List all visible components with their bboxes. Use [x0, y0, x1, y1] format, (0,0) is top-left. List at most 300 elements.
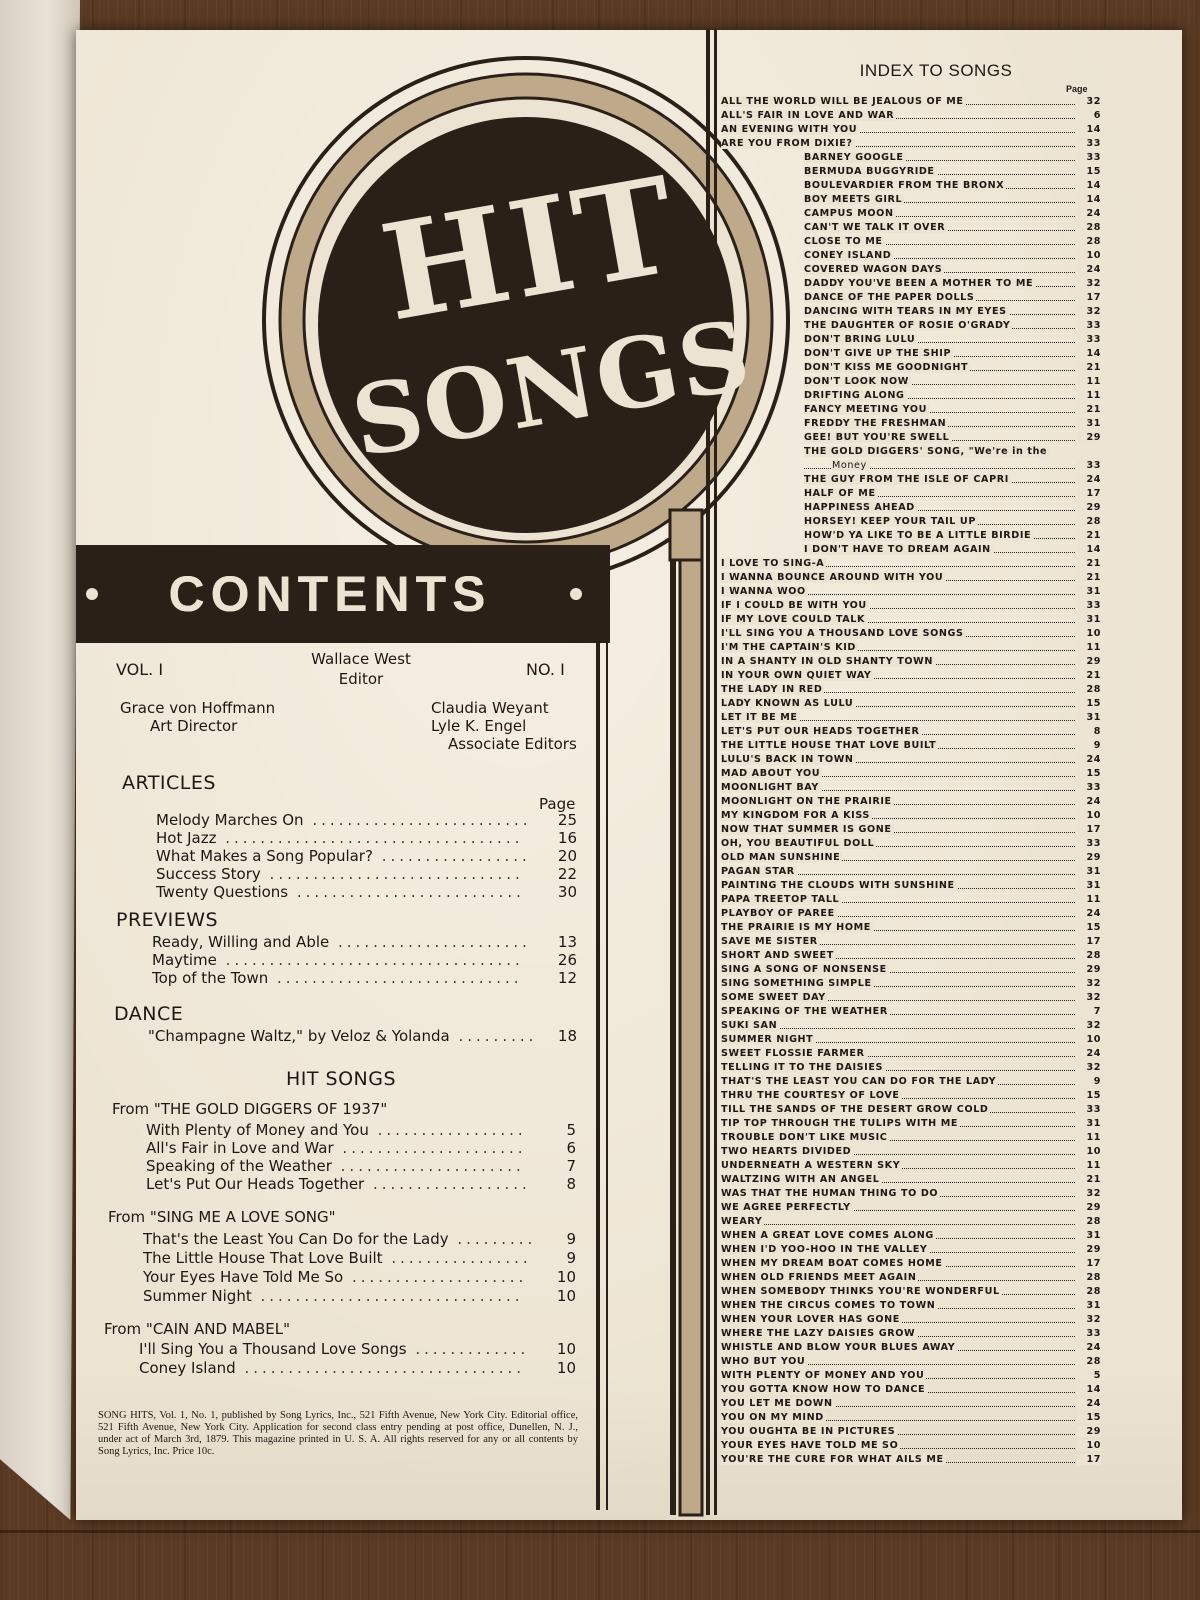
contents-entry	[146, 1121, 527, 1139]
index-entry-page: 33	[1077, 838, 1101, 849]
index-entry	[721, 124, 1101, 136]
index-entry-title: WHERE THE LAZY DAISIES GROW	[721, 1328, 916, 1339]
index-entry-page: 15	[1077, 698, 1101, 709]
associate-editor-2: Lyle K. Engel	[431, 717, 527, 735]
index-entry-page: 14	[1077, 1384, 1101, 1395]
contents-entry-page: 5	[566, 1121, 576, 1139]
contents-entry-page: 10	[556, 1359, 576, 1377]
index-entry-page: 6	[1077, 110, 1101, 121]
index-entry-page: 15	[1077, 166, 1101, 177]
index-entry-page: 15	[1077, 768, 1101, 779]
index-entry	[721, 1454, 1101, 1466]
index-entry-title: YOU ON MY MIND	[721, 1412, 824, 1423]
index-entry	[721, 754, 1101, 766]
index-entry	[804, 208, 1101, 220]
index-entry-title: CAN'T WE TALK IT OVER	[804, 222, 946, 233]
contents-entry-title: Summer Night	[143, 1287, 252, 1305]
contents-entry-title: Ready, Willing and Able	[152, 933, 330, 951]
leader-dots: .............................	[260, 865, 524, 883]
index-leader	[721, 1224, 1075, 1225]
index-entry-page: 31	[1077, 1118, 1101, 1129]
index-entry	[804, 180, 1101, 192]
index-entry-title: YOU GOTTA KNOW HOW TO DANCE	[721, 1384, 926, 1395]
group2-heading: From "SING ME A LOVE SONG"	[108, 1208, 336, 1226]
index-entry-page: 11	[1077, 642, 1101, 653]
index-entry-title: DON'T KISS ME GOODNIGHT	[804, 362, 969, 373]
index-title: INDEX TO SONGS	[859, 61, 1013, 80]
contents-entry-page: 13	[557, 933, 577, 951]
index-entry-page: 17	[1077, 488, 1101, 499]
contents-entry-page: 22	[557, 865, 577, 883]
index-entry-title: MY KINGDOM FOR A KISS	[721, 810, 870, 821]
index-entry-page: 10	[1077, 1440, 1101, 1451]
previous-page-edge	[0, 0, 80, 1520]
index-entry-title: WALTZING WITH AN ANGEL	[721, 1174, 880, 1185]
contents-entry-page: 9	[566, 1230, 576, 1248]
index-entry	[721, 810, 1101, 822]
index-entry-title: SPEAKING OF THE WEATHER	[721, 1006, 888, 1017]
index-entry	[721, 1440, 1101, 1452]
index-entry-title: CLOSE TO ME	[804, 236, 883, 247]
index-entry	[721, 1202, 1101, 1214]
index-entry-page: 21	[1077, 1174, 1101, 1185]
index-entry-page: 10	[1077, 1146, 1101, 1157]
contents-entry-page: 10	[556, 1268, 576, 1286]
banner-dot-left	[86, 588, 98, 600]
index-entry	[721, 558, 1101, 570]
index-entry	[721, 782, 1101, 794]
articles-heading: ARTICLES	[122, 772, 216, 794]
index-entry-title: AN EVENING WITH YOU	[721, 124, 858, 135]
masthead-songs: SONGS	[344, 297, 760, 480]
index-entry-title: TIP TOP THROUGH THE TULIPS WITH ME	[721, 1118, 959, 1129]
index-entry	[804, 334, 1101, 346]
index-entry-title: SUMMER NIGHT	[721, 1034, 814, 1045]
index-entry-page: 29	[1077, 656, 1101, 667]
index-entry-title: WHEN I'D YOO-HOO IN THE VALLEY	[721, 1244, 928, 1255]
index-entry	[721, 1300, 1101, 1312]
index-entry	[721, 992, 1101, 1004]
contents-entry-title: Your Eyes Have Told Me So	[143, 1268, 344, 1286]
contents-entry-page: 10	[556, 1287, 576, 1305]
index-entry	[721, 824, 1101, 836]
index-entry	[804, 404, 1101, 416]
contents-entry-title: Success Story	[156, 865, 261, 883]
index-entry-title: WHEN YOUR LOVER HAS GONE	[721, 1314, 900, 1325]
index-entry	[721, 656, 1101, 668]
index-entry-title: I'M THE CAPTAIN'S KID	[721, 642, 856, 653]
contents-entry	[146, 1139, 527, 1157]
index-entry-page: 10	[1077, 250, 1101, 261]
contents-entry	[143, 1287, 524, 1305]
leader-dots: ..................................	[216, 951, 524, 969]
index-entry-title: TROUBLE DON'T LIKE MUSIC	[721, 1132, 888, 1143]
index-entry-page: 32	[1077, 96, 1101, 107]
index-entry-page: 24	[1077, 754, 1101, 765]
index-entry-title: ALL THE WORLD WILL BE JEALOUS OF ME	[721, 96, 964, 107]
index-entry-page: 21	[1077, 362, 1101, 373]
index-entry-title: BARNEY GOOGLE	[804, 152, 904, 163]
contents-entry-page: 10	[556, 1340, 576, 1358]
contents-entry	[139, 1340, 529, 1358]
leader-dots: .....................	[331, 1157, 525, 1175]
index-entry	[721, 1258, 1101, 1270]
contents-entry	[152, 951, 524, 969]
index-entry	[721, 768, 1101, 780]
index-entry-title: YOU OUGHTA BE IN PICTURES	[721, 1426, 896, 1437]
leader-dots: ..........................	[288, 883, 525, 901]
contents-entry-title: Let's Put Our Heads Together	[146, 1175, 365, 1193]
contents-entry	[146, 1175, 531, 1193]
index-entry-title: DANCE OF THE PAPER DOLLS	[804, 292, 975, 303]
index-entry	[804, 488, 1101, 500]
banner-dot-right	[570, 588, 582, 600]
index-entry-title: HALF OF ME	[804, 488, 876, 499]
index-entry-page: 14	[1077, 194, 1101, 205]
index-entry	[804, 292, 1101, 304]
index-entry-page: 32	[1077, 278, 1101, 289]
index-entry-page: 28	[1077, 1272, 1101, 1283]
index-entry	[721, 614, 1101, 626]
contents-entry-title: I'll Sing You a Thousand Love Songs	[139, 1340, 407, 1358]
index-entry	[721, 1272, 1101, 1284]
index-entry	[804, 516, 1101, 528]
index-entry-page: 24	[1077, 1398, 1101, 1409]
index-entry	[721, 726, 1101, 738]
table-seam	[0, 1530, 1200, 1533]
contents-entry-page: 30	[557, 883, 577, 901]
index-entry-title: OLD MAN SUNSHINE	[721, 852, 841, 863]
index-entry-page: 9	[1077, 1076, 1101, 1087]
index-entry-title: MOONLIGHT ON THE PRAIRIE	[721, 796, 892, 807]
index-entry	[721, 1132, 1101, 1144]
index-entry-title: UNDERNEATH A WESTERN SKY	[721, 1160, 901, 1171]
group1-heading: From "THE GOLD DIGGERS OF 1937"	[112, 1100, 388, 1118]
index-entry-page: 17	[1077, 1454, 1101, 1465]
index-entry-title: DRIFTING ALONG	[804, 390, 905, 401]
index-entry	[721, 1412, 1101, 1424]
index-entry	[721, 110, 1101, 122]
index-entry-page: 28	[1077, 516, 1101, 527]
contents-entry	[156, 829, 523, 847]
index-entry-title: FREDDY THE FRESHMAN	[804, 418, 947, 429]
index-entry-title: THE LITTLE HOUSE THAT LOVE BUILT	[721, 740, 937, 751]
index-entry-page: 24	[1077, 208, 1101, 219]
index-entry-page: 33	[1077, 138, 1101, 149]
index-entry-page: 28	[1077, 1286, 1101, 1297]
index-entry-title: BOY MEETS GIRL	[804, 194, 903, 205]
index-entry-title: PLAYBOY OF PAREE	[721, 908, 835, 919]
contents-entry-page: 7	[566, 1157, 576, 1175]
contents-entry-page: 18	[557, 1027, 577, 1045]
index-entry-page: 24	[1077, 474, 1101, 485]
contents-entry-title: Speaking of the Weather	[146, 1157, 332, 1175]
index-entry-page: 32	[1077, 1188, 1101, 1199]
editor-name: Wallace West	[311, 650, 411, 668]
index-entry	[721, 600, 1101, 612]
contents-entry-title: With Plenty of Money and You	[146, 1121, 369, 1139]
index-entry-page: 10	[1077, 1034, 1101, 1045]
leader-dots: .................	[368, 1121, 527, 1139]
contents-entry	[148, 1027, 537, 1045]
index-entry	[721, 1328, 1101, 1340]
index-entry-page: 21	[1077, 404, 1101, 415]
contents-entry	[156, 847, 531, 865]
contents-entry-page: 6	[566, 1139, 576, 1157]
leader-dots: ......................	[329, 933, 531, 951]
index-entry-title: WHISTLE AND BLOW YOUR BLUES AWAY	[721, 1342, 956, 1353]
magazine-page	[76, 30, 1182, 1520]
index-entry-page: 11	[1077, 1132, 1101, 1143]
index-entry-title: WHO BUT YOU	[721, 1356, 806, 1367]
contents-entry-title: Melody Marches On	[156, 811, 304, 829]
index-entry-page: 17	[1077, 1258, 1101, 1269]
index-entry-page: 29	[1077, 1426, 1101, 1437]
index-entry-title: THE LADY IN RED	[721, 684, 823, 695]
index-entry-title: IN YOUR OWN QUIET WAY	[721, 670, 872, 681]
index-entry-title: HAPPINESS AHEAD	[804, 502, 915, 513]
index-entry-title: THAT'S THE LEAST YOU CAN DO FOR THE LADY	[721, 1076, 997, 1087]
index-entry-page: 32	[1077, 1020, 1101, 1031]
index-entry-page: 21	[1077, 670, 1101, 681]
index-entry	[721, 1090, 1101, 1102]
index-page-label: Page	[1066, 84, 1088, 94]
index-entry-title: COVERED WAGON DAYS	[804, 264, 943, 275]
index-entry-page: 21	[1077, 558, 1101, 569]
leader-dots: ..................................	[216, 829, 524, 847]
leader-dots: .........	[449, 1027, 538, 1045]
index-entry-page: 14	[1077, 544, 1101, 555]
index-entry-page: 28	[1077, 1356, 1101, 1367]
index-entry	[721, 936, 1101, 948]
index-entry-title: I LOVE TO SING-A	[721, 558, 825, 569]
leader-dots: ............................	[268, 969, 523, 987]
leader-dots: .........................	[303, 811, 532, 829]
index-entry	[721, 1188, 1101, 1200]
index-entry-page: 32	[1077, 1062, 1101, 1073]
previews-heading: PREVIEWS	[116, 909, 219, 931]
index-entry-title: ARE YOU FROM DIXIE?	[721, 138, 853, 149]
contents-entry-page: 20	[557, 847, 577, 865]
index-entry-title: THE PRAIRIE IS MY HOME	[721, 922, 871, 933]
index-entry-page: 10	[1077, 628, 1101, 639]
contents-entry-page: 9	[566, 1249, 576, 1267]
index-entry	[804, 222, 1101, 234]
index-entry-page: 11	[1077, 376, 1101, 387]
index-entry	[721, 1062, 1101, 1074]
index-entry	[721, 838, 1101, 850]
index-entry	[804, 264, 1101, 276]
contents-entry-title: The Little House That Love Built	[143, 1249, 383, 1267]
leader-dots: ..............................	[251, 1287, 524, 1305]
index-entry-title: SING A SONG OF NONSENSE	[721, 964, 887, 975]
index-entry	[721, 1314, 1101, 1326]
index-entry	[804, 544, 1101, 556]
index-entry-page: 33	[1077, 1328, 1101, 1339]
contents-entry-title: Twenty Questions	[156, 883, 289, 901]
index-entry-title: WHEN OLD FRIENDS MEET AGAIN	[721, 1272, 917, 1283]
index-entry	[721, 1034, 1101, 1046]
index-entry-title: WHEN THE CIRCUS COMES TO TOWN	[721, 1300, 936, 1311]
index-entry-page: 29	[1077, 432, 1101, 443]
index-entry-title: SUKI SAN	[721, 1020, 778, 1031]
index-entry	[804, 530, 1101, 542]
index-entry-title: DON'T LOOK NOW	[804, 376, 909, 387]
index-entry	[804, 250, 1101, 262]
leader-dots: .............	[406, 1340, 530, 1358]
contents-entry	[156, 883, 525, 901]
index-entry	[721, 908, 1101, 920]
index-entry	[804, 278, 1101, 290]
index-entry-page: 28	[1077, 1216, 1101, 1227]
associate-editor-1: Claudia Weyant	[431, 699, 549, 717]
index-entry-title: IF MY LOVE COULD TALK	[721, 614, 866, 625]
index-entry-title: SWEET FLOSSIE FARMER	[721, 1048, 865, 1059]
index-entry	[721, 740, 1101, 752]
index-entry-title: LADY KNOWN AS LULU	[721, 698, 854, 709]
index-entry-title: SHORT AND SWEET	[721, 950, 834, 961]
index-entry	[804, 432, 1101, 444]
index-entry-title: CONEY ISLAND	[804, 250, 892, 261]
index-entry-title: I WANNA BOUNCE AROUND WITH YOU	[721, 572, 944, 583]
contents-entry	[146, 1157, 525, 1175]
index-entry-title: WHEN A GREAT LOVE COMES ALONG	[721, 1230, 934, 1241]
index-entry-title: WHEN MY DREAM BOAT COMES HOME	[721, 1258, 943, 1269]
index-entry-page: 14	[1077, 348, 1101, 359]
index-entry-page: 24	[1077, 1048, 1101, 1059]
index-entry-title: WITH PLENTY OF MONEY AND YOU	[721, 1370, 925, 1381]
index-entry-page: 28	[1077, 684, 1101, 695]
index-entry-page: 31	[1077, 586, 1101, 597]
index-entry	[721, 572, 1101, 584]
index-entry	[721, 1160, 1101, 1172]
index-entry-title: NOW THAT SUMMER IS GONE	[721, 824, 892, 835]
contents-entry-title: What Makes a Song Popular?	[156, 847, 373, 865]
index-entry	[721, 1048, 1101, 1060]
index-entry	[804, 390, 1101, 402]
index-entry-title: THRU THE COURTESY OF LOVE	[721, 1090, 900, 1101]
index-entry-title: FANCY MEETING YOU	[804, 404, 927, 415]
issue-number: NO. I	[526, 660, 565, 679]
leader-dots: ................	[382, 1249, 532, 1267]
contents-title: CONTENTS	[168, 566, 492, 622]
index-entry-title: PAINTING THE CLOUDS WITH SUNSHINE	[721, 880, 955, 891]
index-entry-page: 28	[1077, 950, 1101, 961]
index-entry-page: 33	[1077, 320, 1101, 331]
contents-entry	[143, 1249, 532, 1267]
index-entry-title: LET IT BE ME	[721, 712, 798, 723]
index-entry	[721, 1370, 1101, 1382]
leader-dots: .....................	[333, 1139, 527, 1157]
index-entry-page: 11	[1077, 1160, 1101, 1171]
contents-entry	[139, 1359, 525, 1377]
index-entry-title: THE DAUGHTER OF ROSIE O'GRADY	[804, 320, 1011, 331]
contents-entry	[152, 969, 523, 987]
index-entry-title: LULU'S BACK IN TOWN	[721, 754, 854, 765]
contents-entry-page: 8	[566, 1175, 576, 1193]
index-entry	[721, 1426, 1101, 1438]
index-entry-title: IF I COULD BE WITH YOU	[721, 600, 867, 611]
index-entry	[804, 320, 1101, 332]
index-entry-title: I DON'T HAVE TO DREAM AGAIN	[804, 544, 991, 555]
index-entry-page: 8	[1077, 726, 1101, 737]
index-entry	[721, 1286, 1101, 1298]
index-entry	[804, 502, 1101, 514]
index-entry-title: I WANNA WOO	[721, 586, 806, 597]
index-entry	[721, 852, 1101, 864]
index-entry-title: DON'T BRING LULU	[804, 334, 916, 345]
index-entry	[804, 418, 1101, 430]
index-entry-title: BERMUDA BUGGYRIDE	[804, 166, 935, 177]
index-entry-page: 32	[1077, 1314, 1101, 1325]
index-entry-title: MAD ABOUT YOU	[721, 768, 821, 779]
index-entry-title: YOUR EYES HAVE TOLD ME SO	[721, 1440, 899, 1451]
index-entry-title: SOME SWEET DAY	[721, 992, 826, 1003]
index-entry	[721, 978, 1101, 990]
contents-entry	[152, 933, 531, 951]
index-entry	[804, 236, 1101, 248]
index-entry	[721, 684, 1101, 696]
index-entry-page: 17	[1077, 824, 1101, 835]
index-entry-page: 29	[1077, 1202, 1101, 1213]
index-entry	[804, 376, 1101, 388]
index-entry-title: OH, YOU BEAUTIFUL DOLL	[721, 838, 875, 849]
index-entry-title: GEE! BUT YOU'RE SWELL	[804, 432, 950, 443]
associate-editors-role: Associate Editors	[448, 735, 577, 753]
index-entry	[721, 796, 1101, 808]
index-entry-title: WEARY	[721, 1216, 763, 1227]
group3-heading: From "CAIN AND MABEL"	[104, 1320, 291, 1338]
volume-label: VOL. I	[116, 660, 164, 679]
index-entry-page: 7	[1077, 1006, 1101, 1017]
index-entry	[804, 446, 1101, 458]
index-entry	[721, 950, 1101, 962]
index-entry	[721, 1174, 1101, 1186]
index-entry-title: CAMPUS MOON	[804, 208, 894, 219]
leader-dots: ..................	[364, 1175, 531, 1193]
leader-dots: .........	[448, 1230, 537, 1248]
index-entry-title: ALL'S FAIR IN LOVE AND WAR	[721, 110, 895, 121]
index-entry	[721, 866, 1101, 878]
contents-entry-title: "Champagne Waltz," by Veloz & Yolanda	[148, 1027, 450, 1045]
index-entry-title: TWO HEARTS DIVIDED	[721, 1146, 852, 1157]
contents-entry-page: 26	[557, 951, 577, 969]
index-entry	[721, 1384, 1101, 1396]
index-entry	[721, 1104, 1101, 1116]
index-entry-title: PAPA TREETOP TALL	[721, 894, 840, 905]
index-entry-title: DON'T GIVE UP THE SHIP	[804, 348, 952, 359]
contents-entry-title: Maytime	[152, 951, 217, 969]
index-entry	[804, 194, 1101, 206]
index-entry	[804, 152, 1101, 164]
index-entry-page: 31	[1077, 418, 1101, 429]
index-entry	[721, 628, 1101, 640]
index-entry	[721, 698, 1101, 710]
index-entry	[721, 642, 1101, 654]
index-entry-page: 17	[1077, 292, 1101, 303]
index-entry-page: 31	[1077, 1300, 1101, 1311]
dance-heading: DANCE	[114, 1003, 184, 1025]
art-director-name: Grace von Hoffmann	[120, 699, 276, 717]
index-entry	[721, 1006, 1101, 1018]
index-entry-page: 33	[1077, 152, 1101, 163]
index-entry-page: 21	[1077, 530, 1101, 541]
index-entry-title: THE GOLD DIGGERS' SONG, "We're in the	[804, 446, 1048, 457]
index-entry-title: Money	[832, 460, 867, 471]
index-entry-page: 24	[1077, 1342, 1101, 1353]
contents-entry-page: 16	[557, 829, 577, 847]
index-entry	[721, 894, 1101, 906]
